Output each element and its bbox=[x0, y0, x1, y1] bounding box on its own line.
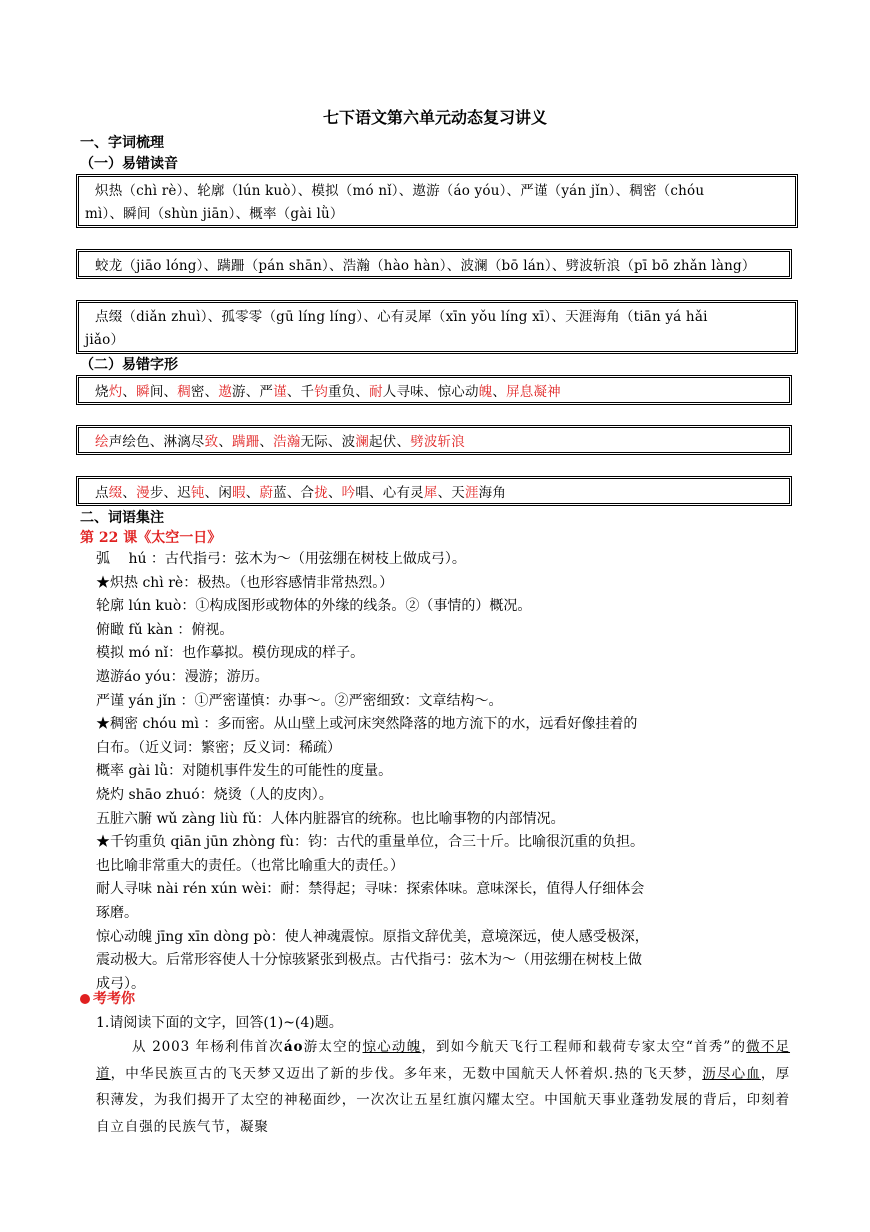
passage-text: ，厚积薄发，为我们揭开了太空的神秘面纱，一次次让五星红旗闪耀太空。中国航天事业蓬勃发展的背后，印刻着自立自强的民族气节，凝聚 bbox=[96, 1065, 790, 1135]
pronunciation-box-1 bbox=[76, 174, 798, 228]
list-item: 白布。（近义词：繁密；反义词：稀疏） bbox=[96, 739, 341, 756]
pronunciation-box-3 bbox=[76, 300, 798, 354]
box-text: 、 bbox=[122, 485, 137, 501]
highlighted-character: 劈波斩浪 bbox=[410, 434, 465, 450]
highlighted-character: 瞬 bbox=[136, 384, 150, 400]
list-item: 成弓）。 bbox=[96, 975, 145, 992]
passage-text: ，中华民族亘古的飞天梦又迈出了新的步伐。多年来，无数中国航天人怀着炽.热的飞天梦， bbox=[110, 1065, 703, 1082]
page-title: 七下语文第六单元动态复习讲义 bbox=[322, 108, 547, 127]
highlighted-character: 蔚 bbox=[259, 485, 274, 501]
box-text: 、 bbox=[492, 384, 507, 400]
highlighted-character: 涯 bbox=[464, 485, 479, 501]
passage-pinyin: áo bbox=[283, 1039, 304, 1055]
box-line bbox=[85, 482, 783, 505]
underlined-word: 微不足道 bbox=[96, 1039, 791, 1082]
box-line: 炽热（chì rè）、轮廓（lún kuò）、模拟（mó nǐ）、遨游（áo yóu）、严谨（yán jǐn）、稠密（chóu bbox=[95, 183, 705, 199]
underlined-word: 沥尽心血 bbox=[702, 1065, 761, 1082]
list-item: ★炽热 chì rè：极热。（也形容感情非常热烈。） bbox=[96, 574, 394, 591]
box-text: 人寻味、惊心动 bbox=[382, 384, 479, 400]
list-item: 严谨 yán jǐn ：①严密谨慎：办事～。②严密细致：文章结构～。 bbox=[96, 692, 503, 709]
box-text: 海角 bbox=[478, 485, 507, 501]
list-item: 模拟 mó nǐ：也作摹拟。模仿现成的样子。 bbox=[96, 645, 365, 662]
highlighted-character: 吟 bbox=[341, 485, 356, 501]
highlighted-character: 致 bbox=[204, 434, 219, 450]
list-item: 概率 gài lǜ：对随机事件发生的可能性的度量。 bbox=[96, 763, 393, 780]
box-text: 蓝、合 bbox=[273, 485, 315, 501]
highlighted-character: 稠 bbox=[177, 384, 191, 400]
box-text: 步、迟 bbox=[149, 485, 191, 501]
list-item: 惊心动魄 jīng xīn dòng pò：使人神魂震惊。原指文辞优美，意境深远，使人感受极深， bbox=[96, 928, 649, 945]
highlighted-character: 钝 bbox=[190, 485, 205, 501]
highlighted-character: 魄 bbox=[478, 384, 493, 400]
highlighted-character: 澜 bbox=[355, 434, 370, 450]
box-line: 点缀（diǎn zhuì）、孤零零（gū líng líng）、心有灵犀（xīn yǒu líng xī）、天涯海角（tiān yá hǎi bbox=[95, 309, 708, 325]
box-text: 起伏、 bbox=[369, 434, 411, 450]
list-item: 也比喻非常重大的责任。（也常比喻重大的责任。） bbox=[96, 857, 404, 874]
box-text: 烧 bbox=[95, 384, 109, 400]
passage-text: 从 2003 年杨利伟首次 bbox=[132, 1039, 284, 1055]
box-line bbox=[85, 431, 783, 454]
box-text: 间、 bbox=[149, 384, 178, 400]
box-line: mì）、瞬间（shùn jiān）、概率（gài lǜ） bbox=[85, 206, 344, 222]
list-item: 俯瞰 fǔ kàn ：俯视。 bbox=[96, 621, 234, 638]
section-heading-vocab: 一、字词梳理 bbox=[80, 135, 164, 151]
highlighted-character: 绘 bbox=[95, 434, 109, 450]
character-box-1 bbox=[76, 375, 792, 405]
subheading-pronunciation: （一）易错读音 bbox=[80, 156, 178, 172]
box-text: 游、严 bbox=[232, 384, 274, 400]
highlighted-character: 耐 bbox=[369, 384, 383, 400]
section-heading-notes: 二、词语集注 bbox=[80, 510, 164, 526]
box-text: 唱、心有灵 bbox=[355, 485, 424, 501]
bullet-dot-icon bbox=[80, 994, 90, 1004]
highlighted-character: 漫 bbox=[136, 485, 150, 501]
reading-passage bbox=[96, 1034, 790, 1140]
box-text: 重负、 bbox=[327, 384, 370, 400]
quiz-heading-text: 考考你 bbox=[93, 991, 135, 1007]
highlighted-character: 屏息凝神 bbox=[506, 384, 561, 400]
passage-paragraph bbox=[96, 1034, 790, 1140]
highlighted-character: 灼 bbox=[108, 384, 123, 400]
highlighted-character: 拢 bbox=[314, 485, 328, 501]
box-text: 声绘色、淋漓尽 bbox=[108, 434, 205, 450]
box-text: 、 bbox=[245, 485, 260, 501]
highlighted-character: 钧 bbox=[314, 384, 328, 400]
box-text: 密、 bbox=[190, 384, 219, 400]
character-box-2 bbox=[76, 425, 792, 455]
box-text: 、 bbox=[122, 384, 137, 400]
question-prompt: 1.请阅读下面的文字，回答(1)~(4)题。 bbox=[96, 1015, 343, 1031]
list-item: 轮廓 lún kuò：①构成图形或物体的外缘的线条。②（事情的）概况。 bbox=[96, 598, 532, 615]
box-line: jiǎo） bbox=[85, 332, 125, 348]
character-box-3 bbox=[76, 476, 792, 506]
list-item: 遨游áo yóu：漫游；游历。 bbox=[96, 668, 269, 685]
highlighted-character: 蹒跚 bbox=[232, 434, 260, 450]
box-line bbox=[85, 381, 783, 404]
list-item: 弧 hú ：古代指弓：弦木为～（用弦绷在树枝上做成弓）。 bbox=[96, 551, 466, 567]
lesson-title: 第 22 课《太空一日》 bbox=[80, 530, 222, 546]
box-text: 点 bbox=[95, 485, 109, 501]
list-item: 烧灼 shāo zhuó：烧烫（人的皮肉）。 bbox=[96, 786, 333, 803]
box-text: 、 bbox=[259, 434, 274, 450]
quiz-heading bbox=[80, 990, 135, 1008]
highlighted-character: 浩瀚 bbox=[273, 434, 301, 450]
highlighted-character: 遨 bbox=[218, 384, 233, 400]
highlighted-character: 谨 bbox=[273, 384, 287, 400]
list-item: 五脏六腑 wǔ zàng liù fǔ：人体内脏器官的统称。也比喻事物的内部情况。 bbox=[96, 810, 565, 827]
box-text: 、 bbox=[327, 485, 342, 501]
box-text: 、千 bbox=[286, 384, 315, 400]
box-text: 无际、波 bbox=[300, 434, 356, 450]
list-item: ★稠密 chóu mì ：多而密。从山壁上或河床突然降落的地方流下的水，远看好像挂着的 bbox=[96, 716, 638, 733]
highlighted-character: 犀 bbox=[423, 485, 438, 501]
highlighted-character: 缀 bbox=[108, 485, 123, 501]
highlighted-character: 暇 bbox=[232, 485, 246, 501]
subheading-characters: （二）易错字形 bbox=[80, 357, 178, 373]
list-item: 震动极大。后常形容使人十分惊骇紧张到极点。古代指弓：弦木为～（用弦绷在树枝上做 bbox=[96, 952, 642, 969]
box-text: 、闲 bbox=[204, 485, 233, 501]
box-text: 、天 bbox=[437, 485, 465, 501]
list-item: ★千钧重负 qiān jūn zhòng fù：钧：古代的重量单位，合三十斤。比喻很沉重的负担。 bbox=[96, 834, 644, 851]
passage-text: 游太空的 bbox=[303, 1039, 363, 1055]
list-item: 琢磨。 bbox=[96, 904, 138, 921]
list-item: 耐人寻味 nài rén xún wèi：耐：禁得起；寻味：探索体味。意味深长，值得人仔细体会 bbox=[96, 881, 645, 898]
box-text: 、 bbox=[218, 434, 233, 450]
pronunciation-box-2 bbox=[76, 249, 792, 279]
word-notes-list bbox=[80, 548, 790, 996]
passage-text: ，到如今航天飞行工程师和载荷专家太空“首秀”的 bbox=[421, 1039, 747, 1055]
box-line: 蛟龙（jiāo lóng）、蹒跚（pán shān）、浩瀚（hào hàn）、波澜（bō lán）、劈波斩浪（pī bō zhǎn làng） bbox=[95, 258, 756, 274]
underlined-word: 惊心动魄 bbox=[362, 1039, 422, 1055]
